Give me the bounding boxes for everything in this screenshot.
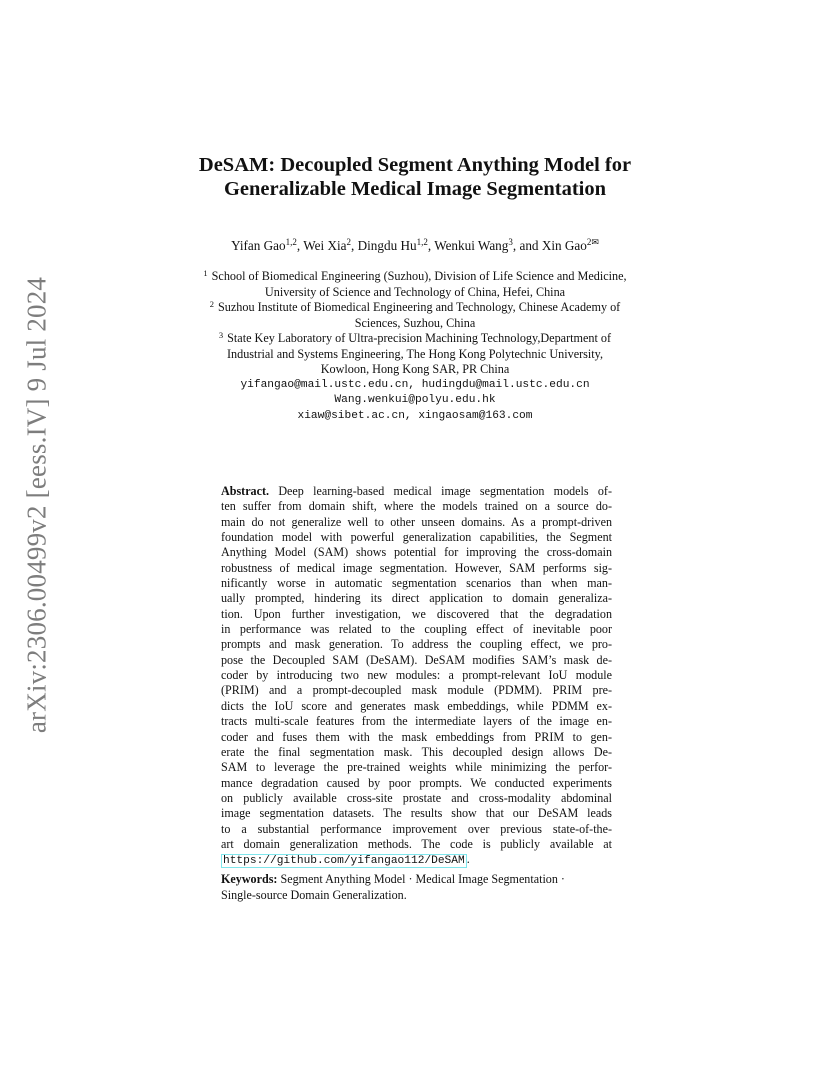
author-separator: , [427, 238, 435, 253]
abstract-line: tion. Upon further investigation, we discovered that the degradation [221, 606, 612, 621]
arxiv-sidebar-stamp [14, 276, 60, 734]
abstract-line: art domain generalization methods. The code is publicly available at [221, 836, 612, 851]
affiliation-line: University of Science and Technology of China, Hefei, China [264, 284, 566, 299]
affiliation-line: Sciences, Suzhou, China [354, 315, 476, 330]
abstract-line: Anything Model (SAM) shows potential for improving the cross-domain [221, 545, 612, 560]
abstract-line [221, 852, 612, 869]
author-list [110, 238, 720, 254]
author-name: Xin Gao [541, 238, 587, 253]
author-name: Yifan Gao [231, 238, 286, 253]
email-line: yifangao@mail.ustc.edu.cn, hudingdu@mail.ustc.edu.cn [240, 378, 590, 391]
title-line: Generalizable Medical Image Segmentation [223, 178, 607, 200]
abstract-line: image segmentation datasets. The results show that our DeSAM leads [221, 806, 612, 821]
author-name: Dingdu Hu [357, 238, 417, 253]
title-line: DeSAM: Decoupled Segment Anything Model for [198, 154, 632, 176]
keywords-label: Keywords: [221, 872, 278, 886]
author-separator: , [296, 238, 304, 253]
code-repository-link[interactable]: https://github.com/yifangao112/DeSAM [223, 855, 465, 868]
abstract-line: (PRIM) and a prompt-decoupled mask module (PDMM). PRIM pre- [221, 683, 612, 698]
abstract-line: dicts the IoU score and generates mask embeddings, while PDMM ex- [221, 698, 612, 713]
abstract-line: on publicly available cross-site prostate and cross-modality abdominal [221, 790, 612, 805]
author-separator: , and [512, 238, 542, 253]
author-separator: , [351, 238, 358, 253]
affiliation-number: 3 [218, 330, 224, 340]
abstract-line: coder and fuses them with the mask embeddings from PRIM to gen- [221, 729, 612, 744]
affiliation-line: Industrial and Systems Engineering, The Hong Kong Polytechnic University, [226, 346, 604, 361]
abstract-text: Deep learning-based medical image segmentation models of- [278, 484, 612, 498]
abstract-period: . [466, 852, 470, 867]
abstract-line: SAM to leverage the pre-trained weights while minimizing the perfor- [221, 760, 612, 775]
email-line: xiaw@sibet.ac.cn, xingaosam@163.com [297, 409, 533, 422]
abstract-section [221, 484, 612, 870]
author-affiliation-mark: 2✉ [586, 237, 599, 247]
affiliation-number: 2 [209, 299, 214, 309]
abstract-line: main do not generalize well to other unseen domains. As a prompt-driven [221, 514, 612, 529]
email-line: Wang.wenkui@polyu.edu.hk [334, 394, 496, 406]
abstract-line [221, 484, 612, 499]
author-name: Wenkui Wang [434, 238, 509, 253]
abstract-line: in performance was related to the coupling effect of inevitable poor [221, 622, 612, 637]
affiliation-line [150, 331, 680, 347]
abstract-line: prompts and mask generation. To address the coupling effect, we pro- [221, 637, 612, 652]
abstract-line: robustness of medical image segmentation. However, SAM performs sig- [221, 560, 612, 575]
affiliation-line [150, 269, 680, 285]
abstract-line: nificantly worse in automatic segmentation scenarios than when man- [221, 576, 612, 591]
author-affiliation-mark: 1,2 [416, 237, 428, 247]
arxiv-identifier: arXiv:2306.00499v2 [eess.IV] 9 Jul 2024 [21, 276, 52, 734]
abstract-label: Abstract. [221, 484, 270, 498]
abstract-line: foundation model with powerful generalization capabilities, the Segment [221, 530, 612, 545]
abstract-line: ten suffer from domain shift, where the models trained on a source do- [221, 499, 612, 514]
keywords-section [221, 872, 612, 903]
affiliation-text: State Key Laboratory of Ultra-precision Machining Technology,Department of [227, 331, 612, 345]
abstract-line: pose the Decoupled SAM (DeSAM). DeSAM modifies SAM’s mask de- [221, 652, 612, 667]
abstract-line: tracts multi-scale features from the intermediate layers of the image en- [221, 714, 612, 729]
abstract-line: to a substantial performance improvement over previous state-of-the- [221, 821, 612, 836]
author-affiliation-mark: 1,2 [285, 237, 297, 247]
keywords-line: Single-source Domain Generalization. [221, 887, 407, 902]
affiliation-text: Suzhou Institute of Biomedical Engineering and Technology, Chinese Academy of [217, 300, 621, 314]
keywords-text: Segment Anything Model · Medical Image Segmentation · [280, 872, 565, 886]
affiliation-line: Kowloon, Hong Kong SAR, PR China [320, 362, 510, 376]
author-affiliation-mark: 2 [346, 237, 351, 247]
author-affiliation-mark: 3 [508, 237, 513, 247]
abstract-line: mance degradation caused by poor prompts. We conducted experiments [221, 775, 612, 790]
affiliation-text: School of Biomedical Engineering (Suzhou), Division of Life Science and Medicine, [211, 269, 627, 283]
abstract-line: coder by introducing two new modules: a prompt-relevant IoU module [221, 668, 612, 683]
affiliation-number: 1 [203, 268, 208, 278]
affiliation-line [150, 300, 680, 316]
abstract-line: ually prompted, hindering its direct application to domain generaliza- [221, 591, 612, 606]
paper-title [110, 153, 720, 201]
author-name: Wei Xia [303, 238, 347, 253]
keywords-line [221, 872, 612, 888]
abstract-line: erate the final segmentation mask. This decoupled design allows De- [221, 744, 612, 759]
affiliation-block [150, 269, 680, 424]
